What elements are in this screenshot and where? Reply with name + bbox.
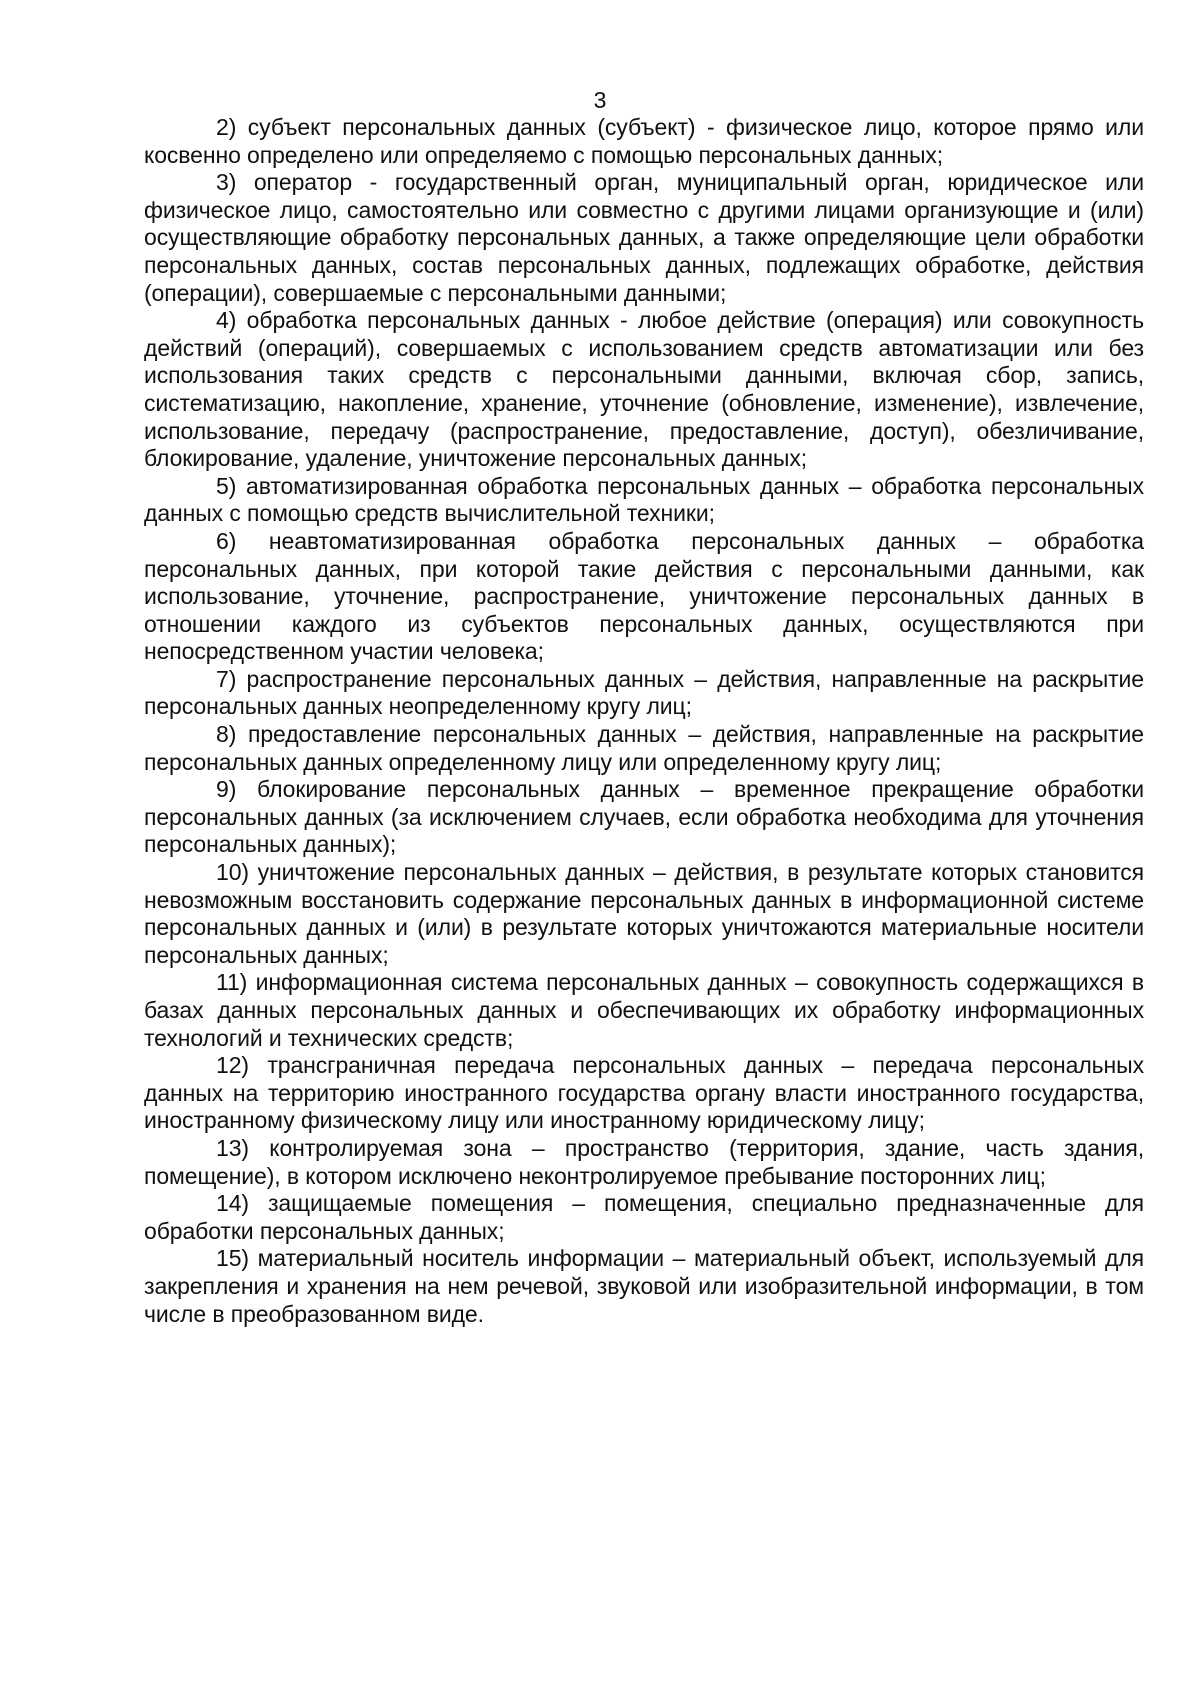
definition-paragraph-3: 3) оператор - государственный орган, муниципальный орган, юридическое или физическое лицо, самостоятельно или совместно с другими лицами организующие и (или) осуществляющие обработку персональных данных, а также определяющие цели обработки персональных данных, состав персональных данных, подлежащих обработке, действия (операции), совершаемые с персональными данными; [144,169,1144,306]
definition-paragraph-11: 11) информационная система персональных данных – совокупность содержащихся в базах данных персональных данных и обеспечивающих их обработку информационных технологий и технических средств; [144,969,1144,1051]
definition-paragraph-14: 14) защищаемые помещения – помещения, специально предназначенные для обработки персональных данных; [144,1190,1144,1244]
definition-paragraph-9: 9) блокирование персональных данных – временное прекращение обработки персональных данных (за исключением случаев, если обработка необходима для уточнения персональных данных); [144,776,1144,858]
definition-paragraph-4: 4) обработка персональных данных - любое действие (операция) или совокупность действий (операций), совершаемых с использованием средств автоматизации или без использования таких средств с персональными данными, включая сбор, запись, систематизацию, накопление, хранение, уточнение (обновление, изменение), извлечение, использование, передачу (распространение, предоставление, доступ), обезличивание, блокирование, удаление, уничтожение персональных данных; [144,307,1144,472]
definition-paragraph-15: 15) материальный носитель информации – материальный объект, используемый для закрепления и хранения на нем речевой, звуковой или изобразительной информации, в том числе в преобразованном виде. [144,1245,1144,1327]
definition-paragraph-12: 12) трансграничная передача персональных данных – передача персональных данных на территорию иностранного государства органу власти иностранного государства, иностранному физическому лицу или иностранному юридическому лицу; [144,1052,1144,1134]
definition-paragraph-2: 2) субъект персональных данных (субъект) - физическое лицо, которое прямо или косвенно определено или определяемо с помощью персональных данных; [144,114,1144,168]
definition-paragraph-8: 8) предоставление персональных данных – действия, направленные на раскрытие персональных данных определенному лицу или определенному кругу лиц; [144,721,1144,775]
definition-paragraph-13: 13) контролируемая зона – пространство (территория, здание, часть здания, помещение), в котором исключено неконтролируемое пребывание посторонних лиц; [144,1134,1144,1189]
document-body [144,114,1144,1328]
definition-paragraph-10: 10) уничтожение персональных данных – действия, в результате которых становится невозможным восстановить содержание персональных данных в информационной системе персональных данных и (или) в результате которых уничтожаются материальные носители персональных данных; [144,859,1144,968]
definition-paragraph-6: 6) неавтоматизированная обработка персональных данных – обработка персональных данных, при которой такие действия с персональными данными, как использование, уточнение, распространение, уничтожение персональных данных в отношении каждого из субъектов персональных данных, осуществляются при непосредственном участии человека; [144,527,1144,665]
page-number: 3 [593,87,607,113]
definition-paragraph-5: 5) автоматизированная обработка персональных данных – обработка персональных данных с помощью средств вычислительной техники; [144,472,1144,527]
definition-paragraph-7: 7) распространение персональных данных – действия, направленные на раскрытие персональных данных неопределенному кругу лиц; [144,665,1144,720]
